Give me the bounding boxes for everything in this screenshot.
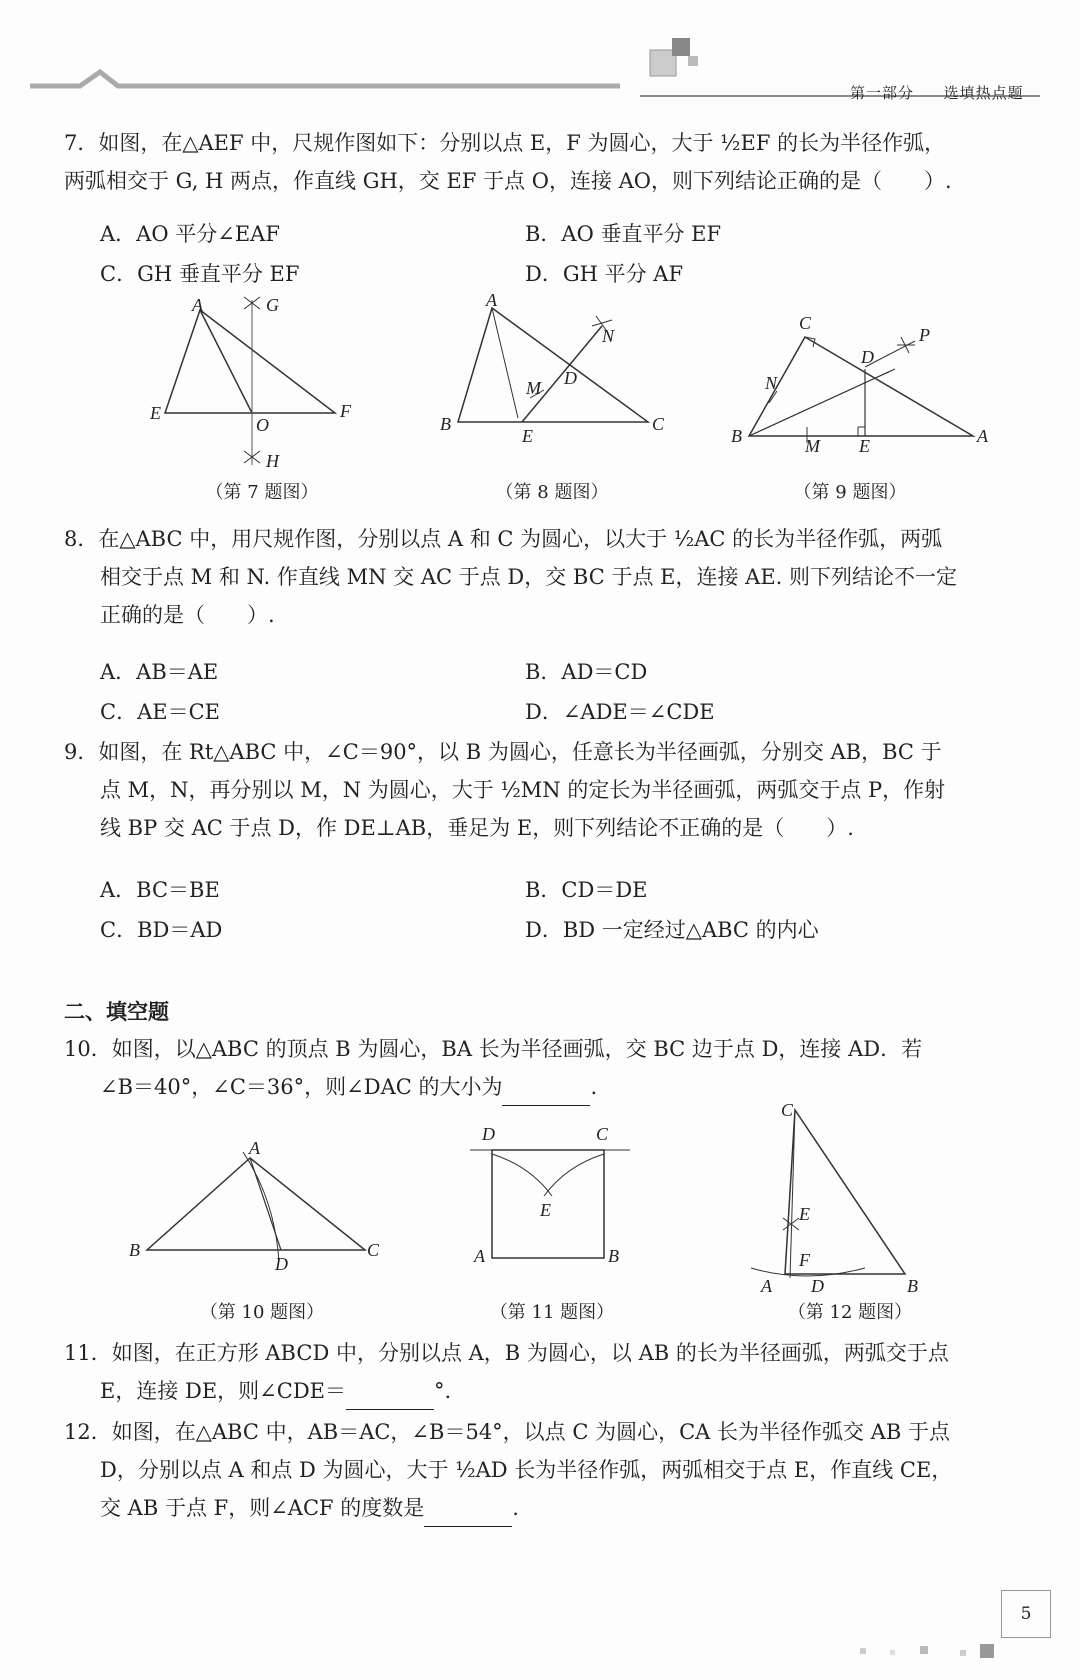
label-p: P <box>919 325 930 345</box>
label-e: E <box>859 436 870 455</box>
label-a: A <box>192 295 203 315</box>
question-line: 线 BP 交 AC 于点 D，作 DE⊥AB，垂足为 E，则下列结论不正确的是（ ）. <box>100 816 854 840</box>
label-e: E <box>522 426 533 446</box>
option-d: D．GH 平分 AF <box>525 262 684 286</box>
answer-blank[interactable] <box>424 1500 512 1527</box>
question-line: 10．如图，以△ABC 的顶点 B 为圆心，BA 长为半径画弧，交 BC 边于点 D，连接 AD．若 <box>64 1037 923 1061</box>
page-number: 5 <box>1001 1590 1051 1638</box>
question-line: 11．如图，在正方形 ABCD 中，分别以点 A，B 为圆心，以 AB 的长为半径画弧，两弧交于点 <box>64 1341 949 1365</box>
label-m: M <box>526 378 541 398</box>
section-title: 二、填空题 <box>64 1000 169 1024</box>
label-d: D <box>811 1276 824 1295</box>
question-7 <box>64 124 1024 200</box>
caption-fig12: （第 12 题图） <box>787 1302 913 1323</box>
question-tail: . <box>512 1496 519 1520</box>
question-line: 8．在△ABC 中，用尺规作图，分别以点 A 和 C 为圆心，以大于 ½AC 的长为半径作弧，两弧 <box>64 527 943 551</box>
label-e: E <box>540 1200 551 1220</box>
caption-fig11: （第 11 题图） <box>489 1302 615 1323</box>
option-b: B．AO 垂直平分 EF <box>525 222 722 246</box>
question-line: 两弧相交于 G, H 两点，作直线 GH，交 EF 于点 O，连接 AO，则下列结论正确的是（ ）. <box>64 169 952 193</box>
question-9 <box>64 733 1024 847</box>
question-line: 正确的是（ ）. <box>100 603 275 627</box>
label-d: D <box>861 347 874 367</box>
option-b: B．AD＝CD <box>525 660 648 684</box>
label-a: A <box>249 1140 260 1158</box>
label-a: A <box>486 290 497 310</box>
caption-fig10: （第 10 题图） <box>199 1302 325 1323</box>
label-b: B <box>440 414 451 434</box>
label-b: B <box>907 1276 918 1295</box>
question-tail: . <box>590 1075 598 1099</box>
label-a: A <box>761 1276 772 1295</box>
label-n: N <box>765 373 778 393</box>
caption-fig8: （第 8 题图） <box>495 482 609 503</box>
label-c: C <box>652 414 665 434</box>
label-b: B <box>129 1240 140 1260</box>
question-8 <box>64 520 1024 634</box>
caption-fig7: （第 7 题图） <box>205 482 319 503</box>
question-line: 相交于点 M 和 N. 作直线 MN 交 AC 于点 D，交 BC 于点 E，连接 AE. 则下列结论不一定 <box>100 565 957 589</box>
label-c: C <box>781 1100 794 1120</box>
option-c: C．AE＝CE <box>100 700 220 724</box>
option-b: B．CD＝DE <box>525 878 648 902</box>
figure-12 <box>745 1100 945 1295</box>
header-part: 第一部分 <box>850 84 915 102</box>
label-c: C <box>799 315 812 333</box>
caption-fig9: （第 9 题图） <box>793 482 907 503</box>
label-a: A <box>474 1246 485 1266</box>
figure-10 <box>125 1140 385 1275</box>
option-a: A．AO 平分∠EAF <box>100 222 280 246</box>
label-c: C <box>596 1124 609 1144</box>
question-line: 交 AB 于点 F，则∠ACF 的度数是 <box>100 1496 425 1520</box>
question-10 <box>64 1030 1024 1106</box>
option-a: A．BC＝BE <box>100 878 220 902</box>
option-c: C．BD＝AD <box>100 918 223 942</box>
label-d: D <box>564 368 577 388</box>
label-b: B <box>608 1246 619 1266</box>
label-e: E <box>799 1204 810 1224</box>
figure-7 <box>140 295 380 475</box>
label-g: G <box>266 295 279 315</box>
answer-blank[interactable] <box>502 1079 590 1106</box>
question-line: 7．如图，在△AEF 中，尺规作图如下：分别以点 E，F 为圆心，大于 ½EF 的长为半径作弧， <box>64 131 946 155</box>
question-tail: °. <box>434 1379 452 1403</box>
question-line: ∠B＝40°，∠C＝36°，则∠DAC 的大小为 <box>100 1075 503 1099</box>
header-topic: 选填热点题 <box>943 84 1024 102</box>
label-n: N <box>602 326 615 346</box>
question-line: E，连接 DE，则∠CDE＝ <box>100 1379 347 1403</box>
option-d: D．BD 一定经过△ABC 的内心 <box>525 918 819 942</box>
question-line: 点 M，N，再分别以 M，N 为圆心，大于 ½MN 的定长为半径画弧，两弧交于点 P，作射 <box>100 778 946 802</box>
figure-11 <box>460 1118 660 1278</box>
question-line: 9．如图，在 Rt△ABC 中，∠C＝90°，以 B 为圆心，任意长为半径画弧，分别交 AB，BC 于 <box>64 740 942 764</box>
label-f: F <box>340 401 351 421</box>
option-c: C．GH 垂直平分 EF <box>100 262 300 286</box>
question-11 <box>64 1334 1024 1410</box>
label-b: B <box>731 426 742 446</box>
option-d: D．∠ADE＝∠CDE <box>525 700 715 724</box>
label-m: M <box>805 436 820 455</box>
label-d: D <box>275 1254 288 1274</box>
figure-8 <box>430 290 670 450</box>
label-d: D <box>482 1124 495 1144</box>
footer-decoration <box>850 1640 1050 1670</box>
question-12 <box>64 1413 1024 1527</box>
label-h: H <box>266 451 279 471</box>
label-o: O <box>256 415 269 435</box>
label-f: F <box>799 1250 810 1270</box>
label-a: A <box>977 426 988 446</box>
label-c: C <box>367 1240 380 1260</box>
label-e: E <box>150 403 161 423</box>
question-line: D，分别以点 A 和点 D 为圆心，大于 ½AD 长为半径作弧，两弧相交于点 E，作直线 CE， <box>100 1458 953 1482</box>
answer-blank[interactable] <box>346 1383 434 1410</box>
question-line: 12．如图，在△ABC 中，AB＝AC，∠B＝54°，以点 C 为圆心，CA 长为半径作弧交 AB 于点 <box>64 1420 950 1444</box>
option-a: A．AB＝AE <box>100 660 219 684</box>
figure-9 <box>725 315 1005 455</box>
